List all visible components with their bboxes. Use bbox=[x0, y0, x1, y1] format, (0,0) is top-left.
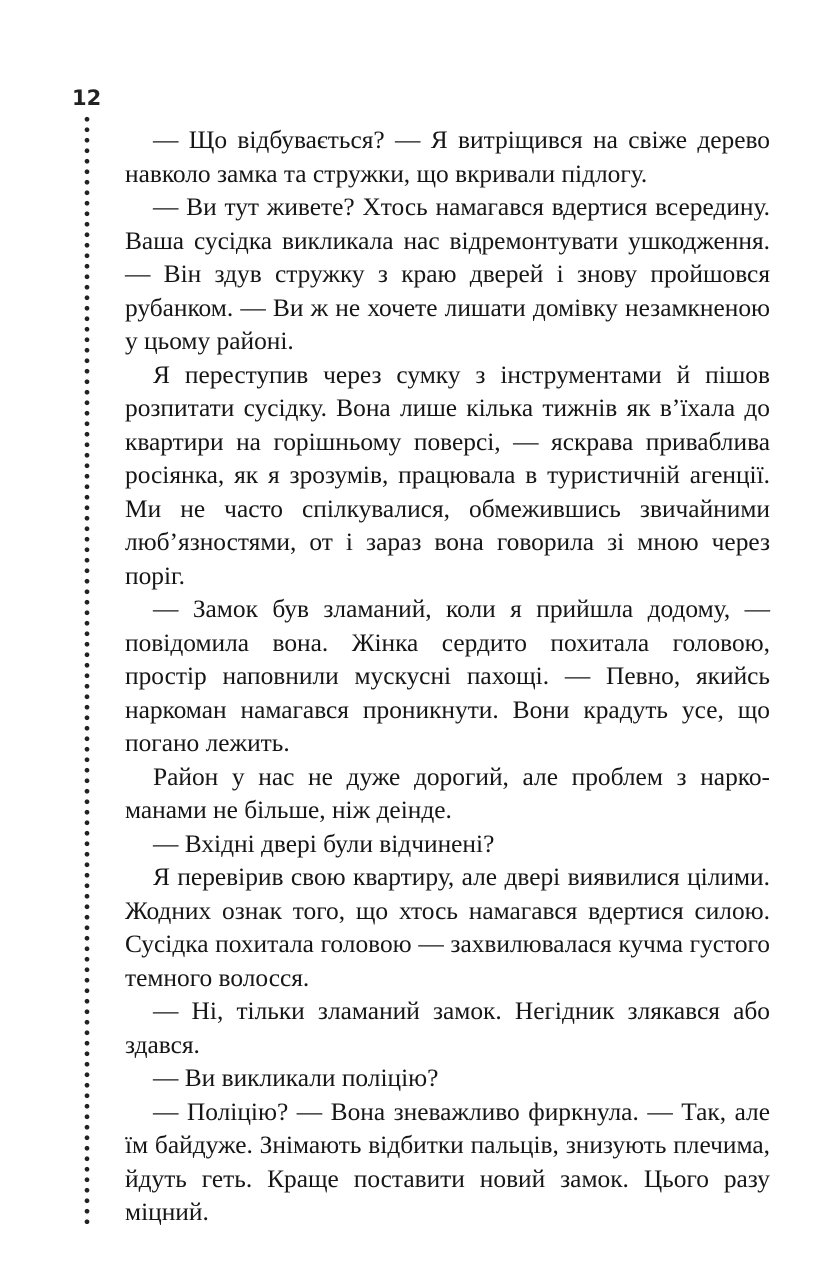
paragraph-2: — Ви тут живете? Хтось намагався вдертися всередину. Ваша сусідка викликала нас відремонтувати ушкодження. — Він здув стружку з краю дверей і знову пройшовся рубанком. — Ви ж не хочете лишати домівку незамкненою у цьому районі. bbox=[125, 193, 770, 355]
page-number: 12 bbox=[72, 86, 102, 110]
paragraph-6: — Вхідні двері були відчинені? bbox=[153, 829, 495, 858]
paragraph-8: — Ні, тільки зламаний замок. Негідник злякався або здався. bbox=[125, 997, 770, 1059]
body-text bbox=[125, 124, 770, 1230]
dotted-margin-line bbox=[84, 114, 90, 1224]
paragraph-10: — Поліцію? — Вона зневажливо фиркнула. — Так, але їм байдуже. Знімають відбитки пальців, знизують плечима, йдуть геть. Краще поставити новий замок. Цього разу міцний. bbox=[125, 1097, 770, 1226]
paragraph-9: — Ви викликали поліцію? bbox=[153, 1064, 439, 1092]
paragraph-1: — Що відбувається? — Я витріщився на свіже дерево навколо замка та стружки, що вкривали підлогу. bbox=[125, 126, 770, 188]
paragraph-4: — Замок був зламаний, коли я прийшла додому, — повідомила вона. Жінка сердито похитала головою, простір наповнили мускусні пахощі. — Певно, якийсь наркоман намагався проникнути. Вони крадуть усе, що погано лежить. bbox=[125, 595, 770, 757]
paragraph-5: Район у нас не дуже дорогий, але проблем з наркоманами не більше, ніж деінде. bbox=[125, 762, 770, 824]
paragraph-3: Я переступив через сумку з інструментами й пішов розпитати сусідку. Вона лише кілька тижнів як в’їхала до квартири на горішньому поверсі, — яскрава приваблива росіянка, як я зрозумів, працювала в туристичній агенції. Ми не часто спілкувалися, обмежившись звичайними люб’язностями, от і зараз вона говорила зі мною через поріг. bbox=[125, 360, 770, 590]
paragraph-7: Я перевірив свою квартиру, але двері виявилися цілими. Жодних ознак того, що хтось намагався вдертися силою. Сусідка похитала головою — захвилювалася кучма густого темного волосся. bbox=[125, 863, 770, 992]
